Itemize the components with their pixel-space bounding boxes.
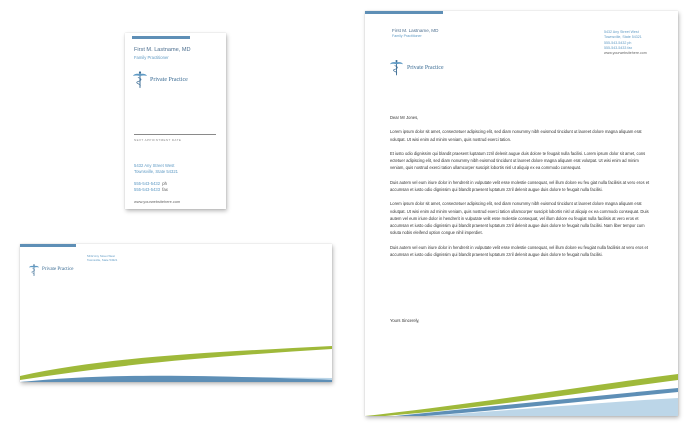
phone-number: 555-543-5432: [134, 181, 161, 186]
address: [134, 163, 178, 175]
accent-bar: [132, 36, 190, 39]
practice-name: Private Practice: [407, 65, 444, 71]
salutation: Dear Mr Jones,: [390, 115, 419, 120]
body-paragraph: Et iusto odio dignissim qui blandit praesent luptatum zzril delenit augue duis dolore te feugait nulla facilisi. Lorem ipsum dolor sit amet, cons ectetuer adipiscing elit, sed diam nonummy nibh euismod tincidunt ut laoreet dolore magna aliquam erat volutpat. Ut wisi enim ad minim veniam, quis nostrud exerci tation ullamcorper suscipit lobortis nisl ut aliquip ex ea commodo consequat.: [390, 150, 646, 171]
fax-line: [134, 187, 168, 193]
caduceus-icon: [29, 263, 39, 277]
caduceus-icon: [133, 70, 147, 89]
accent-bar: [365, 11, 443, 14]
accent-bar: [20, 244, 76, 247]
doctor-title: Family Practitioner: [134, 55, 169, 60]
body-paragraph: Lorem ipsum dolor sit amet, consectetuer adipiscing elit, sed diam nonummy nibh euismod tincidunt ut laoreet dolore magna aliquam erat volutpat. Ut wisi enim ad minim veniam, quis nostrud exerci tation.: [390, 129, 642, 142]
address-line: 5432 Any Street West: [134, 163, 175, 168]
address-line: 5432 Any Street West: [604, 30, 639, 34]
return-address: [87, 254, 117, 262]
decorative-swoosh: [20, 338, 332, 382]
phone-block: [134, 181, 168, 193]
doctor-name: First M. Lastname, MD: [134, 47, 191, 53]
decorative-swoosh: [365, 366, 678, 416]
fax-label: fax: [627, 45, 633, 50]
phone-number: 555-543-5432: [604, 40, 627, 45]
phone-label: ph: [162, 181, 167, 186]
body-paragraph: Duis autem vel eum iriure dolor in hendrerit in vulputate velit esse molestie consequat, vel illum dolore eu feugiat nulla facilisis at vero eros et accumsan et iusto odio dignissim qui blandit praesent luptatum zzril delenit augue duis dolore te feugait nulla facilisi.: [390, 244, 648, 257]
closing: Yours Sincerely,: [390, 318, 420, 323]
website: www.yourwebsitehere.com: [134, 199, 181, 204]
practice-name: Private Practice: [150, 77, 188, 83]
address-line: Townsville, State 54321: [604, 35, 642, 40]
letter-body: [390, 114, 652, 265]
doctor-name: First M. Lastname, MD: [392, 28, 439, 33]
body-paragraph: Lorem ipsum dolor sit amet, consectetuer adipiscing elit, sed diam nonummy nibh euismod tincidunt ut laoreet dolore magna aliquam erat volutpat. Ut wisi enim ad minim veniam, quis nostrud exerci tation ullamcorper suscipit lobortis nisl ut aliquip ex ea commodo consequat. Duis autem vel eum iriure dolor in hendrerit in vulputate velit esse molestie consequat, vel illum dolore eu feugiat nulla facilisis at vero eros et accumsan et iusto odio dignissim qui blandit praesent luptatum zzril delenit augue duis dolore te feugait nulla facilisi. Nam liber tempor cum soluta nobis eleifend option congue nihil imperdiet.: [390, 201, 649, 236]
doctor-title: Family Practitioner: [392, 34, 422, 38]
business-card: [125, 33, 226, 209]
appointment-line: [134, 134, 216, 135]
phone-label: ph: [627, 40, 632, 45]
address-line: Townsville, State 54321: [87, 258, 118, 263]
address-line: Townsville, State 54321: [134, 169, 178, 174]
body-paragraph: Duis autem vel eum iriure dolor in hendrerit in vulputate velit esse molestie consequat, vel illum dolore eu feu giat nulla facilisis at vero eros et accumsan et iusto odio dignissim qui blandit praesent luptatum zzril delenit augue duis dolore te feugait nulla facilisi.: [390, 179, 650, 192]
fax-label: fax: [162, 187, 168, 193]
fax-number: 555-543-5433: [134, 187, 161, 193]
letterhead: [365, 11, 678, 416]
caduceus-icon: [390, 59, 403, 76]
website: www.yourwebsitehere.com: [604, 51, 647, 56]
envelope: [20, 244, 332, 382]
appointment-label: NEXT APPOINTMENT DATE: [134, 138, 182, 142]
contact-block: [604, 30, 647, 56]
fax-number: 555-543-5433: [604, 45, 627, 50]
address-line: 5432 Any Street West: [87, 254, 115, 258]
practice-name: Private Practice: [42, 267, 74, 272]
